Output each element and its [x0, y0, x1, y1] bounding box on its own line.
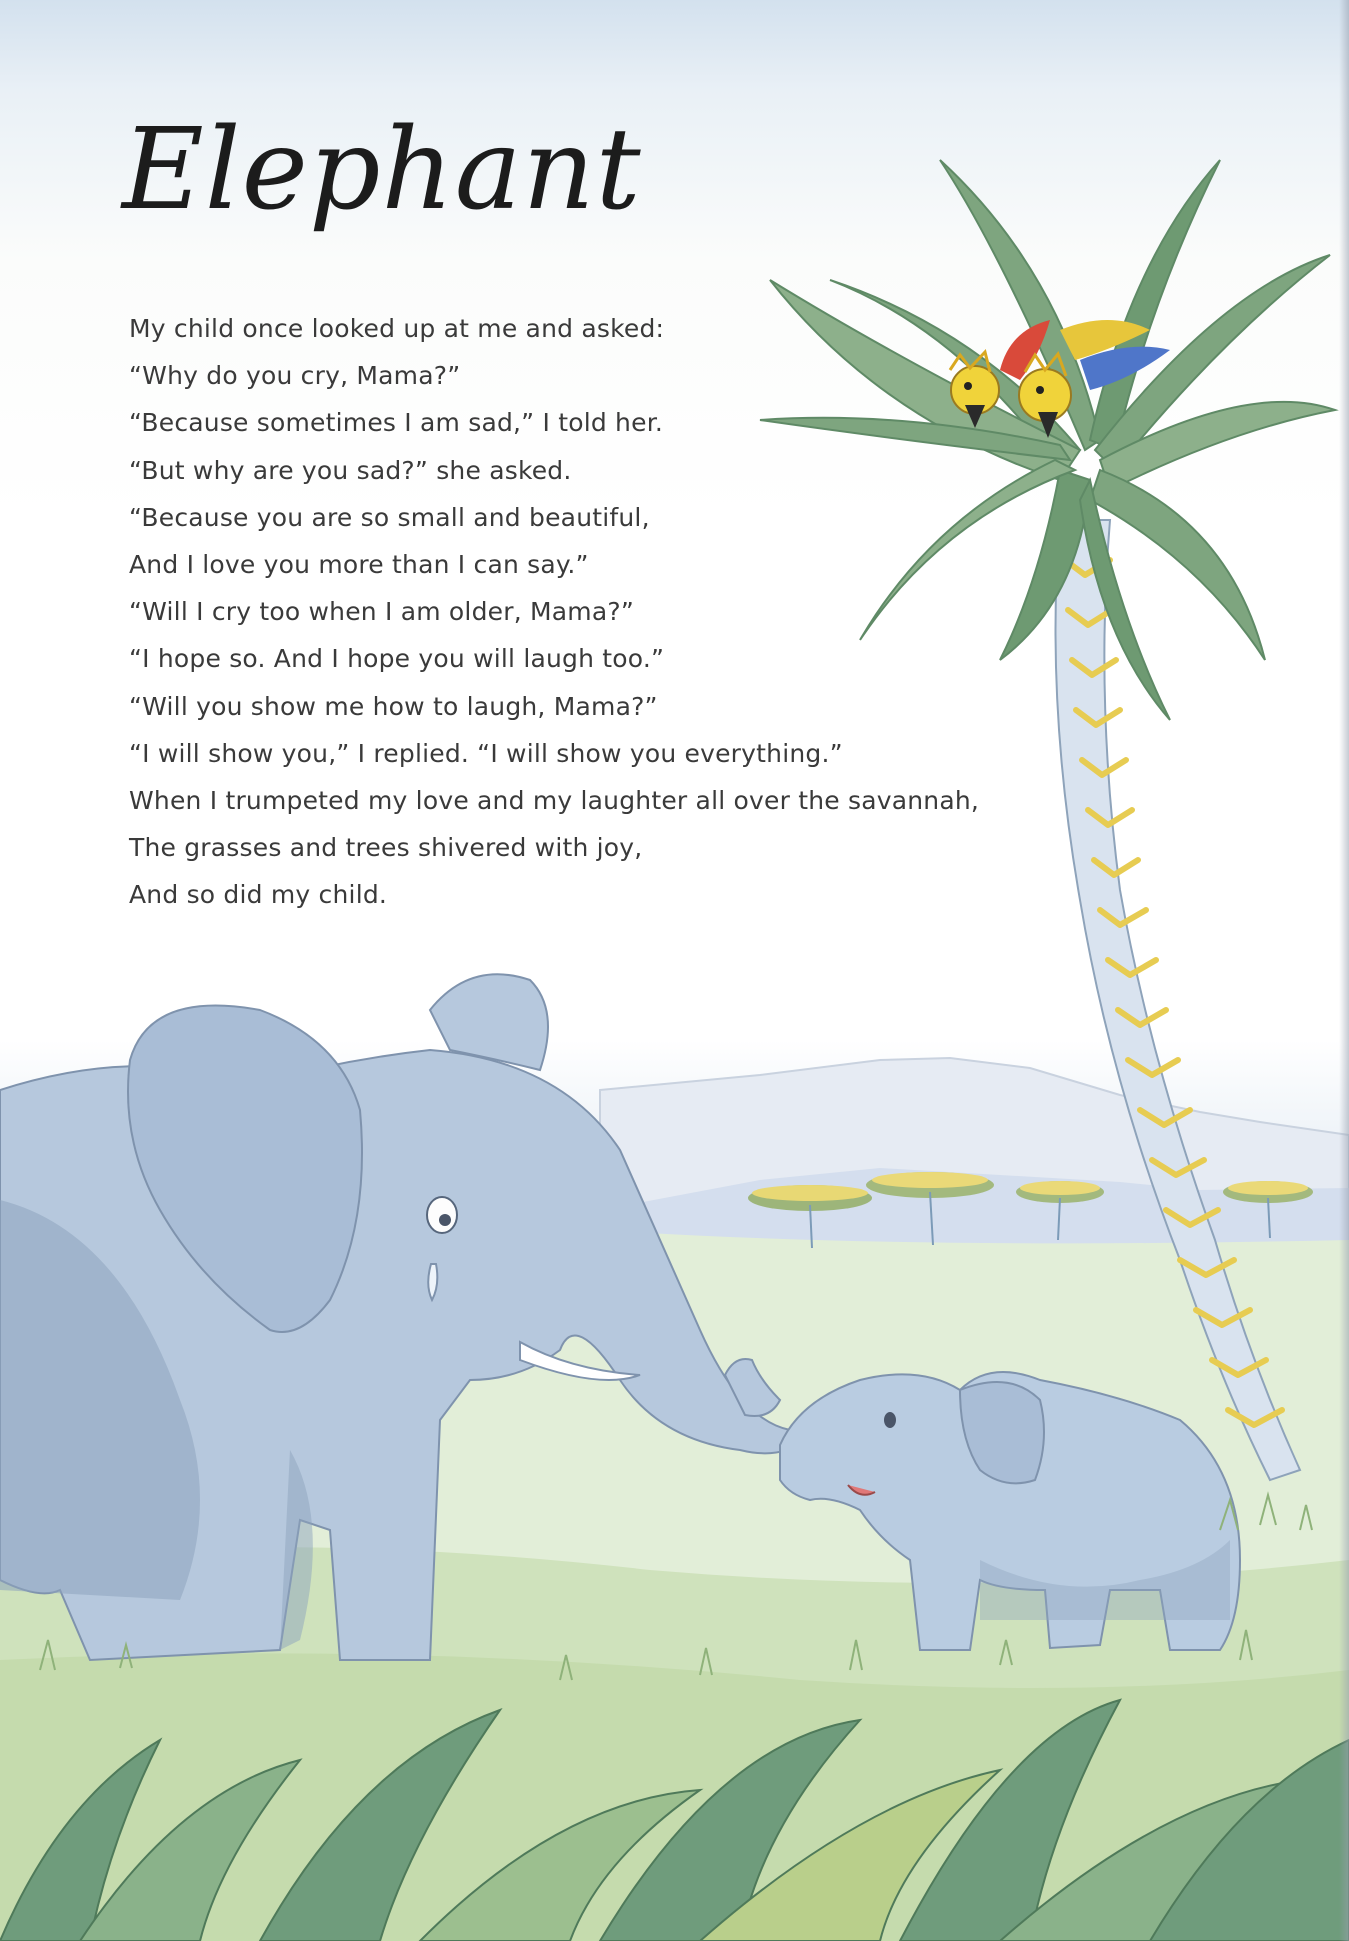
- poem-line: “Because sometimes I am sad,” I told her.: [129, 408, 664, 438]
- poem-line: “Because you are so small and beautiful,: [129, 502, 650, 532]
- poem-line: And I love you more than I can say.”: [129, 549, 589, 579]
- poem-line: “I hope so. And I hope you will laugh too.”: [129, 644, 665, 674]
- poem-line: The grasses and trees shivered with joy,: [129, 833, 643, 863]
- poem-line: My child once looked up at me and asked:: [129, 314, 665, 343]
- poem-line: “I will show you,” I replied. “I will show you everything.”: [129, 738, 843, 768]
- page-edge: [1339, 0, 1349, 1941]
- poem-line: “Will I cry too when I am older, Mama?”: [129, 597, 634, 627]
- poem: [129, 305, 1049, 918]
- poem-line: And so did my child.: [129, 880, 388, 910]
- poem-line: When I trumpeted my love and my laughter all over the savannah,: [129, 785, 980, 815]
- poem-line: “But why are you sad?” she asked.: [129, 455, 572, 485]
- page-title: Elephant: [122, 105, 642, 235]
- poem-line: “Why do you cry, Mama?”: [129, 361, 461, 391]
- poem-line: “Will you show me how to laugh, Mama?”: [129, 691, 658, 721]
